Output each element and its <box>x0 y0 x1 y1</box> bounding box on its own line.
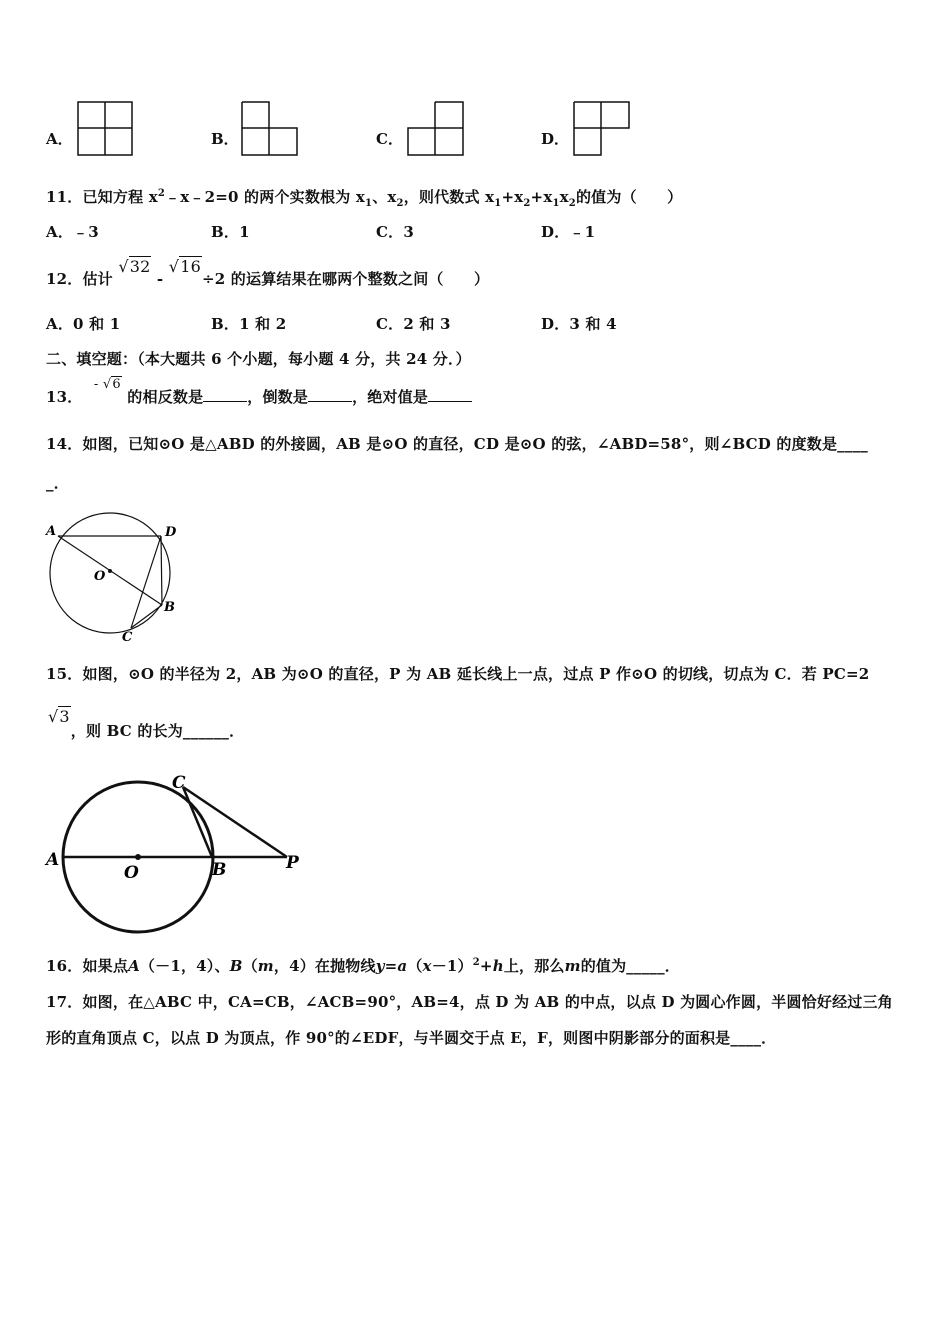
q15-label-p: P <box>286 853 299 873</box>
q12-stem <box>46 257 490 294</box>
q17-line1: 17．如图，在△ABC 中，CA=CB，∠ACB=90°，AB=4，点 D 为 AB 的中点，以点 D 为圆心作圆，半圆恰好经过三角 <box>46 993 893 1011</box>
q16-text: 上，那么 <box>503 957 565 975</box>
q12-option-a: A．0 和 1 <box>46 315 121 333</box>
q15-radicand: 3 <box>59 707 70 726</box>
q12-radicand-1: 32 <box>129 257 151 276</box>
q16-var-m: m <box>564 957 581 975</box>
q11-stem <box>46 186 682 209</box>
q11-text: +x <box>530 188 553 206</box>
q15-line2-wrap <box>48 707 245 742</box>
q15-line2: ，则 BC 的长为______． <box>70 722 245 740</box>
q16-text: ，4）在抛物线 <box>273 957 376 975</box>
q11-text: x <box>559 188 569 206</box>
q16-text: （ <box>407 957 423 975</box>
q16-stem <box>46 955 680 976</box>
q10-option-b-label: B． <box>211 130 239 148</box>
q13-text: ，倒数是 <box>247 388 309 406</box>
q12-minus: - <box>156 270 164 288</box>
q11-sub: 1 <box>494 198 502 209</box>
q15-label-a: A <box>46 850 60 870</box>
q11-sub: 1 <box>552 198 560 209</box>
q15-center-dot <box>135 854 141 860</box>
q16-sup: 2 <box>472 957 480 968</box>
q14-circle-diagram <box>44 507 180 643</box>
q16-text: （ <box>242 957 258 975</box>
q12-option-b: B．1 和 2 <box>211 315 287 333</box>
q11-sub: 2 <box>523 198 531 209</box>
q16-text: －1） <box>431 957 473 975</box>
q11-option-a: A．﹣3 <box>46 223 99 241</box>
q14-label-b: B <box>164 600 175 615</box>
q11-number: 11． <box>46 188 83 206</box>
l-shape-top-right-icon <box>406 100 468 158</box>
q16-var-m: m <box>257 957 274 975</box>
q13-blank-2[interactable] <box>308 387 352 402</box>
q11-text: ，则代数式 x <box>403 188 495 206</box>
q16-text: 的值为_____． <box>580 957 681 975</box>
q14-label-d: D <box>165 525 177 540</box>
q17-line2: 形的直角顶点 C，以点 D 为顶点，作 90°的∠EDF，与半圆交于点 E，F，则图中阴影部分的面积是____． <box>46 1029 777 1047</box>
q11-text: 已知方程 x <box>82 188 158 206</box>
q12-sqrt-16: √16 <box>168 257 201 276</box>
q11-option-b: B．1 <box>211 223 250 241</box>
q11-sub: 2 <box>396 198 404 209</box>
q13-blank-1[interactable] <box>203 387 247 402</box>
q14-line2: _． <box>46 474 69 492</box>
q16-text: 16．如果点 <box>46 957 129 975</box>
q15-line1: 15．如图，⊙O 的半径为 2，AB 为⊙O 的直径，P 为 AB 延长线上一点，过点 P 作⊙O 的切线，切点为 C．若 PC=2 <box>46 665 870 683</box>
l-shape-top-extend-icon <box>572 100 634 158</box>
q13-blank-3[interactable] <box>428 387 472 402</box>
q11-text: ﹣x﹣2=0 的两个实数根为 x <box>165 188 366 206</box>
grid-2x2-shape-icon <box>76 100 136 158</box>
section-2-title: 二、填空题：（本大题共 6 个小题，每小题 4 分，共 24 分．） <box>46 350 471 368</box>
q12-number: 12．估计 <box>46 270 113 288</box>
q16-var-h: h <box>492 957 504 975</box>
q13-text: ，绝对值是 <box>352 388 429 406</box>
q11-text: 的值为（ ） <box>575 188 683 206</box>
q13-radicand: 6 <box>112 377 121 392</box>
q16-var-y: y <box>375 957 385 975</box>
q15-label-b: B <box>212 860 227 880</box>
q11-sub: 2 <box>568 198 576 209</box>
q12-sqrt-32: √32 <box>118 257 151 276</box>
q16-var-a: a <box>397 957 408 975</box>
q13-neg: - <box>93 377 99 392</box>
l-shape-bottom-right-icon <box>240 100 302 158</box>
q11-option-c: C．3 <box>376 223 414 241</box>
q13-neg-sqrt-6: - √6 <box>93 377 121 392</box>
q12-option-d: D．3 和 4 <box>541 315 617 333</box>
q11-sup: 2 <box>157 188 166 199</box>
q12-option-c: C．2 和 3 <box>376 315 451 333</box>
q14-line1: 14．如图，已知⊙O 是△ABD 的外接圆，AB 是⊙O 的直径，CD 是⊙O 的弦，∠ABD=58°，则∠BCD 的度数是____ <box>46 435 868 453</box>
q13-number: 13． <box>46 388 83 406</box>
q11-text: +x <box>501 188 524 206</box>
q10-option-d-label: D． <box>541 130 570 148</box>
q15-sqrt-3: √3 <box>48 707 70 726</box>
q14-label-c: C <box>122 630 133 643</box>
q12-text: ÷2 的运算结果在哪两个整数之间（ ） <box>201 270 490 288</box>
q16-text: （－1，4）、 <box>139 957 230 975</box>
q16-text: + <box>479 957 493 975</box>
q13-text: 的相反数是 <box>127 388 204 406</box>
q11-option-d: D．﹣1 <box>541 223 596 241</box>
q16-var-x: x <box>422 957 432 975</box>
q14-label-a: A <box>46 524 57 539</box>
q13-stem <box>46 372 472 406</box>
q12-radicand-2: 16 <box>180 257 201 276</box>
q14-center-dot <box>108 569 112 573</box>
q16-point-b: B <box>229 957 243 975</box>
q11-text: 、x <box>372 188 397 206</box>
q15-circle-tangent-diagram <box>44 768 310 938</box>
q15-label-c: C <box>172 773 186 793</box>
q14-label-o: O <box>94 569 106 584</box>
q10-option-c-label: C． <box>376 130 403 148</box>
q16-text: = <box>384 957 398 975</box>
q10-option-a-label: A． <box>46 130 73 148</box>
q15-label-o: O <box>124 863 139 883</box>
q16-point-a: A <box>128 957 140 975</box>
q11-sub: 1 <box>365 198 373 209</box>
